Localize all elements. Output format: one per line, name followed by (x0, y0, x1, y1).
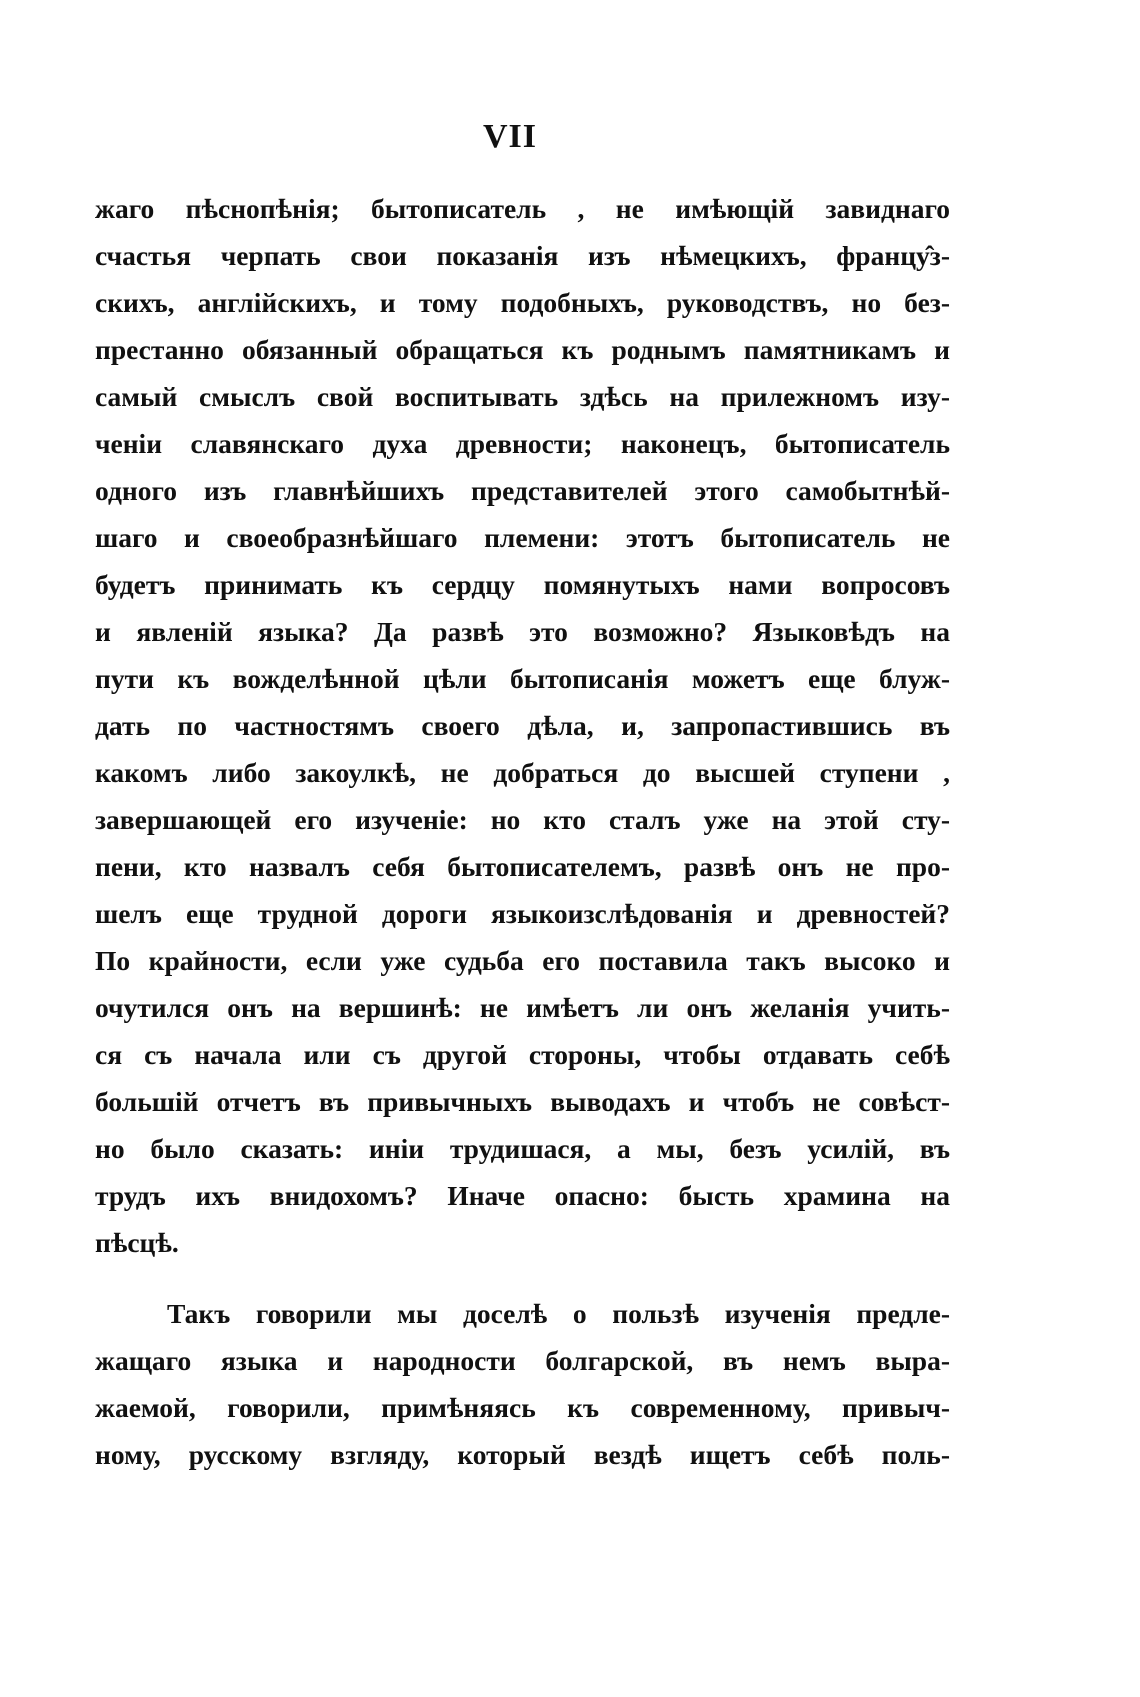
text-line: престанно обязанный обращаться къ роднымъ памятникамъ и (95, 334, 950, 365)
text-line: но было сказать: иніи трудишася, а мы, безъ усилій, въ (95, 1133, 950, 1164)
text-line: одного изъ главнѣйшихъ представителей этого самобытнѣй- (95, 475, 950, 506)
text-line: пени, кто назвалъ себя бытописателемъ, развѣ онъ не про- (95, 851, 950, 882)
paragraph-2 (95, 1290, 950, 1478)
text-line: шаго и своеобразнѣйшаго племени: этотъ бытописатель не (95, 522, 950, 553)
text-line: ному, русскому взгляду, который вездѣ ищетъ себѣ поль- (95, 1439, 950, 1470)
text-line: ченіи славянскаго духа древности; наконецъ, бытописатель (95, 428, 950, 459)
text-line: пути къ вожделѣнной цѣли бытописанія можетъ еще блуж- (95, 663, 950, 694)
text-line: жащаго языка и народности болгарской, въ немъ выра- (95, 1345, 950, 1376)
text-line: жаемой, говорили, примѣняясь къ современному, привыч- (95, 1392, 950, 1423)
text-line: завершающей его изученіе: но кто сталъ уже на этой сту- (95, 804, 950, 835)
text-line: ся съ начала или съ другой стороны, чтобы отдавать себѣ (95, 1039, 950, 1070)
text-line: скихъ, англійскихъ, и тому подобныхъ, руководствъ, но без- (95, 287, 950, 318)
text-line: Такъ говорили мы доселѣ о пользѣ изученія предле- (167, 1298, 950, 1329)
text-line: самый смыслъ свой воспитывать здѣсь на прилежномъ изу- (95, 381, 950, 412)
text-line: какомъ либо закоулкѣ, не добраться до высшей ступени , (95, 757, 950, 788)
text-line: По крайности, если уже судьба его поставила такъ высоко и (95, 945, 950, 976)
text-line: большій отчетъ въ привычныхъ выводахъ и чтобъ не совѣст- (95, 1086, 950, 1117)
text-line: шелъ еще трудной дороги языкоизслѣдованія и древностей? (95, 898, 950, 929)
text-line: жаго пѣснопѣнія; бытописатель , не имѣющій завиднаго (95, 193, 950, 224)
text-line: дать по частностямъ своего дѣла, и, запропастившись въ (95, 710, 950, 741)
text-line: и явленій языка? Да развѣ это возможно? Языковѣдъ на (95, 616, 950, 647)
text-line: пѣсцѣ. (95, 1227, 179, 1258)
text-line: трудъ ихъ внидохомъ? Иначе опасно: бысть храмина на (95, 1180, 950, 1211)
text-line: очутился онъ на вершинѣ: не имѣетъ ли онъ желанія учить- (95, 992, 950, 1023)
page-number: VII (482, 118, 538, 155)
text-line: счастья черпать свои показанія изъ нѣмецкихъ, францу̂з- (95, 240, 950, 271)
paragraph-1 (95, 185, 950, 1266)
text-line: будетъ принимать къ сердцу помянутыхъ нами вопросовъ (95, 569, 950, 600)
